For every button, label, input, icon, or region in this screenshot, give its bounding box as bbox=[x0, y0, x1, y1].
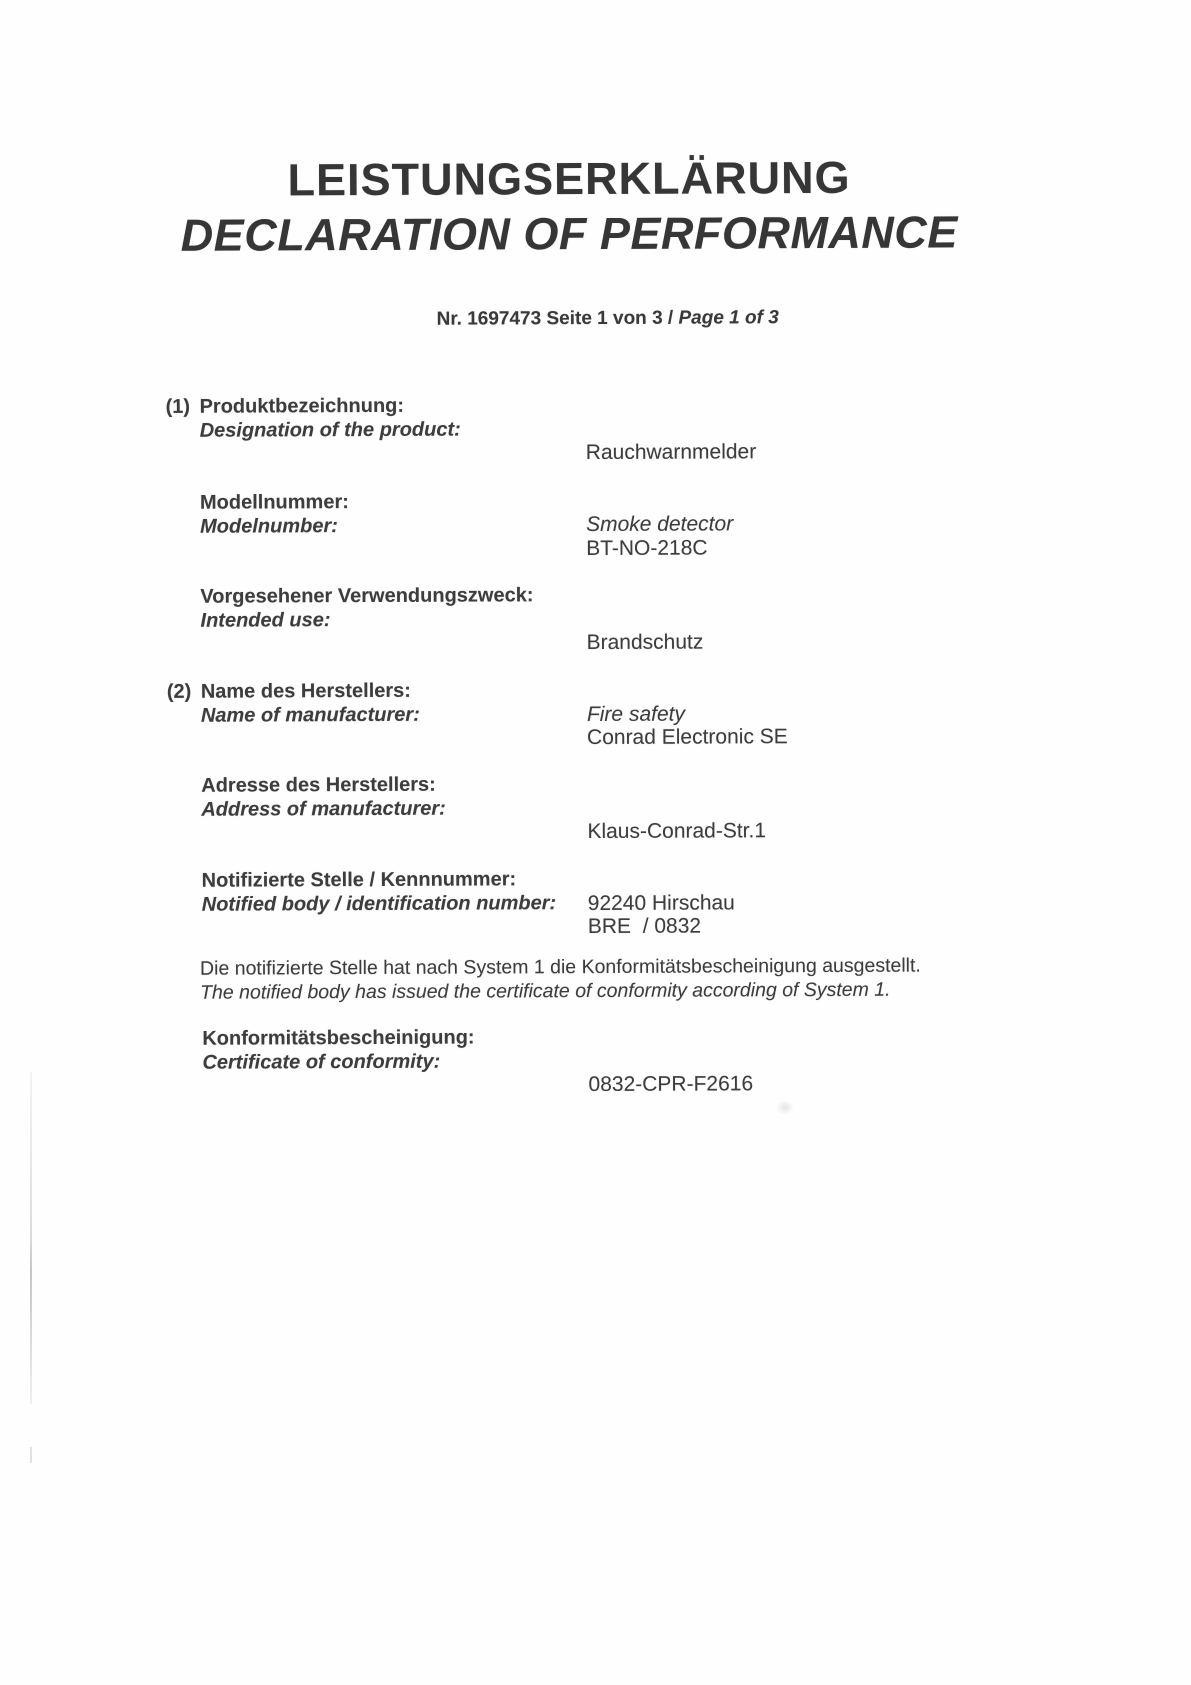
label-en-certificate: Certificate of conformity: bbox=[202, 1050, 441, 1074]
label-en-manufacturer-name: Name of manufacturer: bbox=[200, 703, 420, 727]
value-de-product-designation: Rauchwarnmelder bbox=[585, 440, 757, 465]
field-labels bbox=[200, 393, 560, 443]
page-title-german: LEISTUNGSERKLÄRUNG bbox=[287, 151, 851, 206]
label-de-manufacturer-name: Name des Herstellers: bbox=[200, 679, 411, 703]
label-de-intended-use: Vorgesehener Verwendungszweck: bbox=[200, 584, 534, 608]
label-en-model-number: Modelnumber: bbox=[200, 515, 338, 538]
document-reference bbox=[25, 305, 1190, 333]
document-reference-page: Page 1 of 3 bbox=[678, 307, 779, 329]
page-title-english: DECLARATION OF PERFORMANCE bbox=[180, 206, 958, 261]
field-labels bbox=[202, 867, 622, 917]
label-de-model-number: Modellnummer: bbox=[199, 491, 349, 514]
document-reference-number: Nr. 1697473 Seite 1 von 3 / bbox=[436, 307, 679, 330]
value-de-intended-use: Brandschutz bbox=[586, 630, 704, 655]
value-address-city: 92240 Hirschau bbox=[587, 891, 735, 916]
value-en-intended-use: Fire safety bbox=[586, 702, 685, 727]
label-de-manufacturer-address: Adresse des Herstellers: bbox=[201, 773, 436, 797]
note-de: Die notifizierte Stelle hat nach System 1 die Konformitätsbescheinigung ausgestellt. bbox=[199, 954, 921, 980]
value-notified-body: BRE / 0832 bbox=[587, 914, 702, 939]
field-labels bbox=[200, 489, 560, 539]
value-model-number: BT-NO-218C bbox=[586, 536, 708, 561]
scan-artifact-tick bbox=[30, 1447, 32, 1463]
label-en-product-designation: Designation of the product: bbox=[199, 418, 461, 442]
field-values bbox=[588, 1023, 1129, 1145]
label-de-product-designation: Produktbezeichnung: bbox=[199, 394, 405, 418]
scan-artifact-vertical-line bbox=[30, 1072, 32, 1404]
field-labels bbox=[200, 583, 560, 633]
scan-artifact-smudge bbox=[776, 1100, 794, 1115]
field-labels bbox=[202, 1025, 562, 1075]
value-en-product-designation: Smoke detector bbox=[586, 512, 734, 537]
field-number-1: (1) bbox=[165, 395, 191, 418]
label-en-intended-use: Intended use: bbox=[200, 609, 331, 632]
conformity-note bbox=[200, 953, 1130, 1005]
label-de-certificate: Konformitätsbescheinigung: bbox=[202, 1026, 475, 1050]
label-de-notified-body: Notifizierte Stelle / Kennnummer: bbox=[201, 868, 517, 892]
field-row-certificate-of-conformity bbox=[2, 1022, 1191, 1097]
field-number-2: (2) bbox=[166, 680, 192, 703]
label-en-notified-body: Notified body / identification number: bbox=[201, 892, 557, 916]
note-en: The notified body has issued the certificate of conformity according of System 1. bbox=[200, 978, 891, 1004]
label-en-manufacturer-address: Address of manufacturer: bbox=[201, 797, 446, 821]
field-labels bbox=[201, 678, 561, 728]
value-address-street: Klaus-Conrad-Str.1 bbox=[587, 819, 767, 844]
field-labels bbox=[201, 772, 561, 822]
value-certificate-number: 0832-CPR-F2616 bbox=[588, 1072, 754, 1097]
value-manufacturer-name: Conrad Electronic SE bbox=[586, 725, 788, 750]
